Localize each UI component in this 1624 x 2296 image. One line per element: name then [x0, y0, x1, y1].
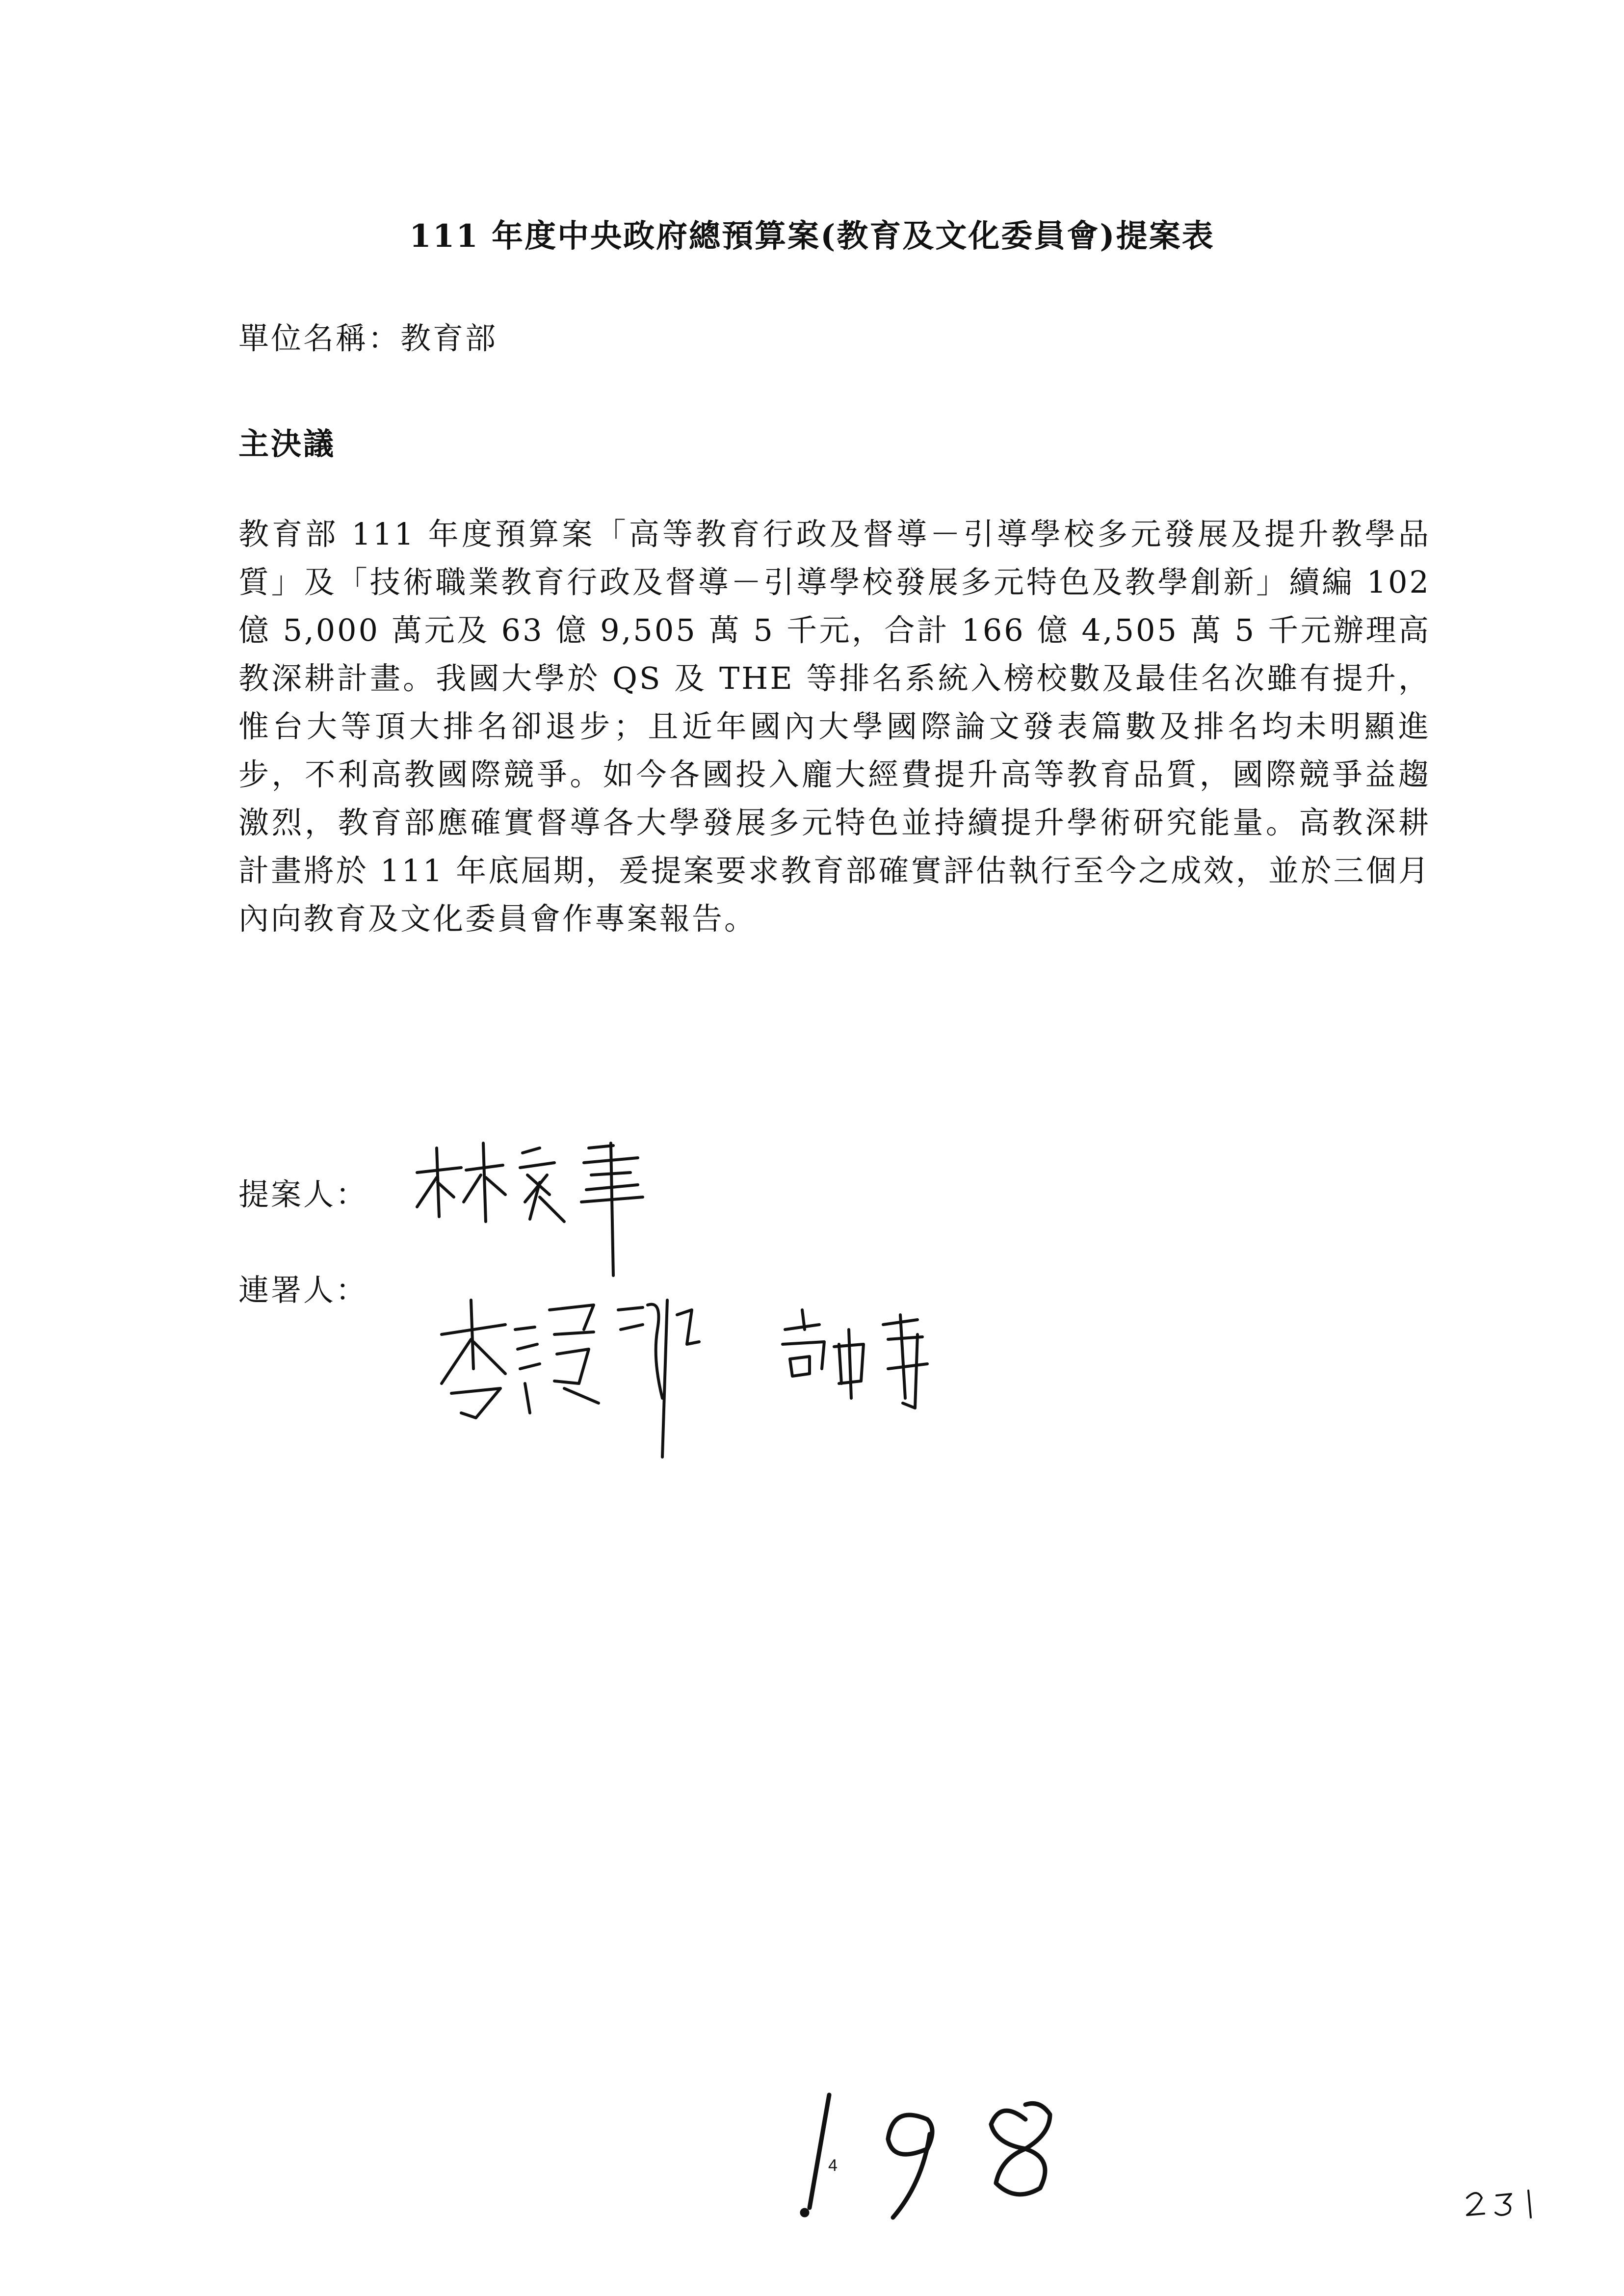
handwritten-stamp-number	[795, 2075, 1079, 2222]
proposer-signature	[407, 1128, 682, 1285]
cosigner-signatures	[432, 1271, 1021, 1467]
resolution-paragraph: 教育部 111 年度預算案「高等教育行政及督導－引導學校多元發展及提升教學品質」及「技術職業教育行政及督導－引導學校發展多元特色及教學創新」續編 102 億 5,000 萬元及 63 億 9,505 萬 5 千元，合計 166 億 4,505 萬 5 千元辦理高教深耕計畫。我國大學於 QS 及 THE 等排名系統入榜校數及最佳名次雖有提升，惟台大等頂大排名卻退步；且近年國內大學國際論文發表篇數及排名均未明顯進步，不利高教國際競爭。如今各國投入龐大經費提升高等教育品質，國際競爭益趨激烈，教育部應確實督導各大學發展多元特色並持續提升學術研究能量。高教深耕計畫將於 111 年底屆期，爰提案要求教育部確實評估執行至今之成效，並於三個月內向教育及文化委員會作專案報告。	[238, 516, 1431, 937]
document-title: 111 年度中央政府總預算案(教育及文化委員會)提案表	[409, 218, 1215, 255]
proposer-label: 提案人：	[238, 1176, 368, 1212]
section-heading: 主決議	[238, 426, 336, 462]
cosigner-label: 連署人：	[238, 1272, 368, 1308]
unit-name-line: 單位名稱：教育部	[238, 320, 498, 356]
page-number: 4	[828, 2156, 838, 2175]
handwritten-corner-number	[1462, 2178, 1550, 2222]
